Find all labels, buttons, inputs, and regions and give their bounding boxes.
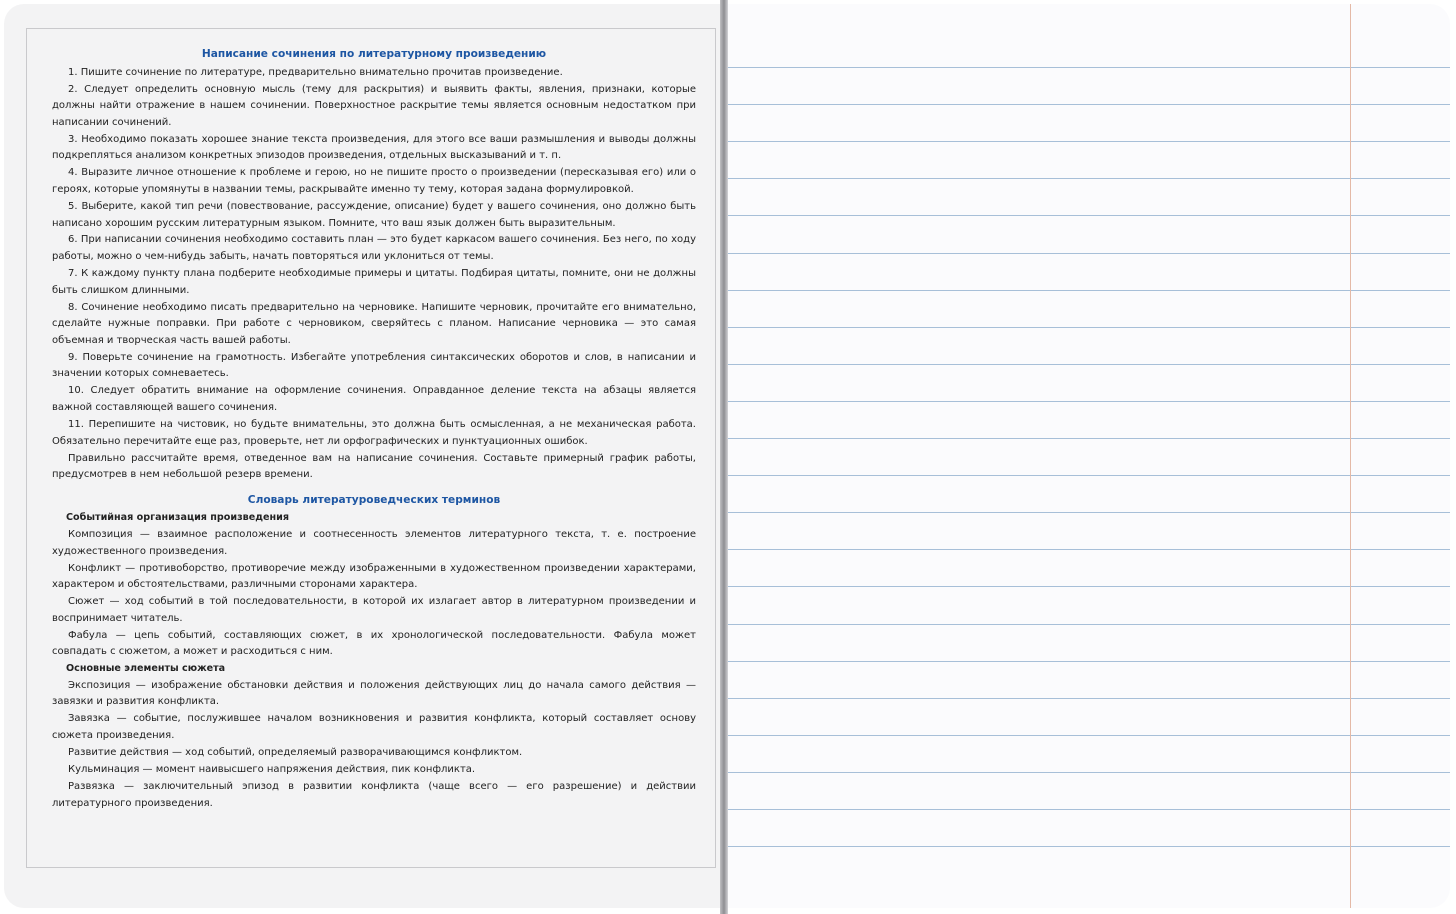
- ruled-line: [728, 364, 1450, 365]
- term-definition: Сюжет — ход событий в той последовательности, в которой их излагает автор в литературном произведении и воспринимает читатель.: [52, 596, 696, 624]
- ruled-line: [728, 141, 1450, 142]
- time-advice-paragraph: Правильно рассчитайте время, отведенное вам на написание сочинения. Составьте примерный график работы, предусмотрев в нем небольшой резерв времени.: [52, 452, 696, 481]
- section-heading: Основные элементы сюжета: [66, 663, 226, 675]
- section-heading: Событийная организация произведения: [66, 512, 290, 524]
- ruled-line: [728, 401, 1450, 402]
- ruled-line: [728, 327, 1450, 328]
- left-page-content: [52, 46, 696, 813]
- rule-paragraph: 6. При написании сочинения необходимо составить план — это будет каркасом вашего сочинения. Без него, по ходу работы, можно о чем-нибудь забыть, начать повторяться или уклониться от темы.: [52, 234, 696, 263]
- rule-paragraph: 5. Выберите, какой тип речи (повествование, рассуждение, описание) будет у вашего сочинения, оно должно быть написано хорошим русским литературным языком. Помните, что ваш язык должен быть выразительным.: [52, 200, 696, 229]
- notebook-spine: [720, 0, 728, 914]
- ruled-line: [728, 549, 1450, 550]
- essay-title: Написание сочинения по литературному произведению: [201, 48, 547, 60]
- ruled-line: [728, 178, 1450, 179]
- rule-paragraph: 11. Перепишите на чистовик, но будьте внимательны, это должна быть осмысленная, а не механическая работа. Обязательно перечитайте еще раз, проверьте, нет ли орфографических и пунктуационных ошибок.: [52, 418, 696, 447]
- rule-paragraph: 4. Выразите личное отношение к проблеме и герою, но не пишите просто о произведении (пересказывая его) или о героях, которые упомянуты в названии темы, раскрывайте именно ту тему, которая задана формулировкой.: [52, 167, 696, 195]
- right-page-lined: [728, 4, 1450, 908]
- term-definition: Фабула — цепь событий, составляющих сюжет, в их хронологической последовательности. Фабула может совпадать с сюжетом, а может и расходиться с ним.: [52, 629, 696, 658]
- ruled-line: [728, 846, 1450, 847]
- ruled-line: [728, 512, 1450, 513]
- ruled-line: [728, 772, 1450, 773]
- ruled-line: [728, 67, 1450, 68]
- term-definition: Композиция — взаимное расположение и соотнесенность элементов литературного текста, т. е. построение художественного произведения.: [52, 528, 696, 557]
- rule-paragraph: 10. Следует обратить внимание на оформление сочинения. Оправданное деление текста на абзацы является важной составляющей вашего сочинения.: [52, 385, 696, 413]
- ruled-line: [728, 661, 1450, 662]
- rule-paragraph: 2. Следует определить основную мысль (тему для раскрытия) и выявить факты, явления, признаки, которые должны найти отражение в нашем сочинении. Поверхностное раскрытие темы является основным недостатком при написании сочинений.: [52, 83, 696, 128]
- ruled-line: [728, 438, 1450, 439]
- ruled-line: [728, 290, 1450, 291]
- ruled-line: [728, 586, 1450, 587]
- ruled-line: [728, 104, 1450, 105]
- term-definition: Кульминация — момент наивысшего напряжения действия, пик конфликта.: [68, 763, 476, 775]
- ruled-line: [728, 624, 1450, 625]
- rule-paragraph: 7. К каждому пункту плана подберите необходимые примеры и цитаты. Подбирая цитаты, помните, они не должны быть слишком длинными.: [52, 268, 696, 296]
- ruled-line: [728, 698, 1450, 699]
- rule-paragraph: 8. Сочинение необходимо писать предварительно на черновике. Напишите черновик, прочитайте его внимательно, сделайте нужные поправки. При работе с черновиком, сверяйтесь с планом. Написание черновика — это самая объемная и творческая часть вашей работы.: [52, 301, 696, 346]
- rule-paragraph: 9. Поверьте сочинение на грамотность. Избегайте употребления синтаксических оборотов и слов, в написании и значении которых сомневаетесь.: [52, 351, 696, 380]
- term-definition: Развязка — заключительный эпизод в развитии конфликта (чаще всего — его разрешение) и действии литературного произведения.: [52, 780, 696, 809]
- glossary-title: Словарь литературоведческих терминов: [247, 493, 501, 506]
- term-definition: Конфликт — противоборство, противоречие между изображенными в художественном произведении характерами, характером и обстоятельствами, различными сторонами характера.: [52, 562, 696, 591]
- ruled-line: [728, 215, 1450, 216]
- term-definition: Развитие действия — ход событий, определяемый разворачивающимся конфликтом.: [68, 746, 523, 758]
- ruled-line: [728, 475, 1450, 476]
- term-definition: Завязка — событие, послужившее началом возникновения и развития конфликта, который составляет основу сюжета произведения.: [52, 713, 696, 741]
- ruled-line: [728, 735, 1450, 736]
- rule-paragraph: 1. Пишите сочинение по литературе, предварительно внимательно прочитав произведение.: [68, 66, 563, 78]
- margin-line: [1350, 4, 1351, 908]
- term-definition: Экспозиция — изображение обстановки действия и положения действующих лиц до начала самого действия — завязки и развития конфликта.: [52, 679, 696, 708]
- ruled-line: [728, 809, 1450, 810]
- rule-paragraph: 3. Необходимо показать хорошее знание текста произведения, для этого все ваши размышления и выводы должны подкрепляться анализом конкретных эпизодов произведения, отдельных высказываний и т. п.: [52, 133, 696, 162]
- ruled-line: [728, 253, 1450, 254]
